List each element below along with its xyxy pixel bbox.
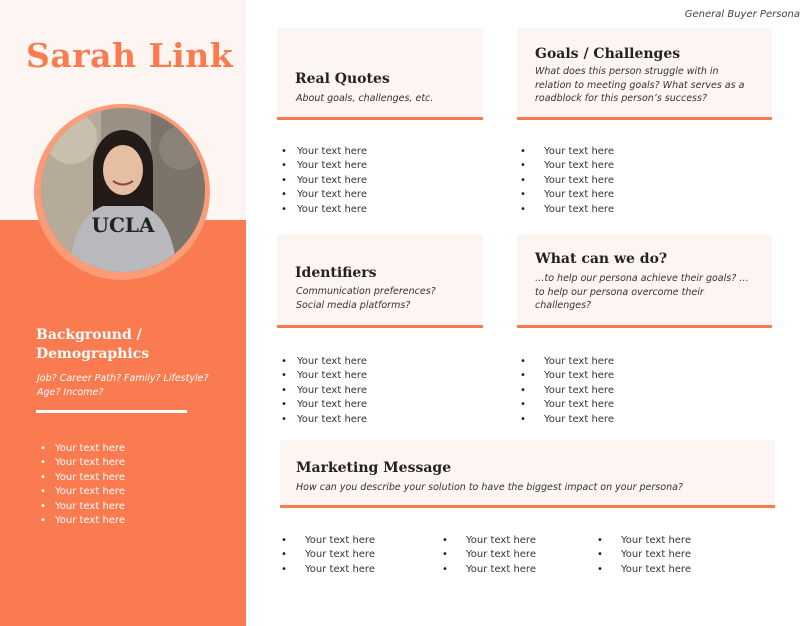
marketing-list-1 bbox=[281, 534, 375, 577]
list-item: • Your text here bbox=[281, 145, 367, 159]
list-item: • Your text here bbox=[520, 188, 614, 202]
list-item: • Your text here bbox=[597, 534, 691, 548]
list-item: • Your text here bbox=[281, 384, 367, 398]
list-item: • Your text here bbox=[281, 369, 367, 383]
list-item: • Your text here bbox=[281, 159, 367, 173]
list-item: • Your text here bbox=[40, 500, 125, 514]
what-can-we-do-title: What can we do? bbox=[535, 251, 668, 267]
goals-list bbox=[520, 145, 614, 217]
person-photo-icon bbox=[41, 108, 205, 272]
identifiers-title: Identifiers bbox=[295, 265, 377, 281]
list-item: • Your text here bbox=[520, 369, 614, 383]
list-item: • Your text here bbox=[281, 398, 367, 412]
list-item: • Your text here bbox=[40, 471, 125, 485]
background-divider bbox=[36, 410, 187, 413]
identifiers-subtitle: Communication preferences? Social media platforms? bbox=[296, 286, 436, 311]
persona-name: Sarah Link bbox=[26, 36, 234, 75]
list-item: • Your text here bbox=[520, 159, 614, 173]
list-item: • Your text here bbox=[520, 174, 614, 188]
list-item: • Your text here bbox=[40, 514, 125, 528]
marketing-list-3 bbox=[597, 534, 691, 577]
list-item: • Your text here bbox=[40, 456, 125, 470]
real-quotes-title: Real Quotes bbox=[295, 71, 390, 87]
background-subtitle: Job? Career Path? Family? Lifestyle? Age? Income? bbox=[37, 373, 209, 398]
what-can-we-do-subtitle: …to help our persona achieve their goals? …to help our persona overcome their challenges? bbox=[535, 273, 749, 311]
background-list bbox=[40, 442, 125, 528]
list-item: • Your text here bbox=[281, 174, 367, 188]
list-item: • Your text here bbox=[442, 563, 536, 577]
list-item: • Your text here bbox=[442, 534, 536, 548]
list-item: • Your text here bbox=[281, 188, 367, 202]
avatar bbox=[41, 108, 205, 272]
list-item: • Your text here bbox=[520, 203, 614, 217]
list-item: • Your text here bbox=[40, 485, 125, 499]
list-item: • Your text here bbox=[40, 442, 125, 456]
list-item: • Your text here bbox=[281, 534, 375, 548]
background-title: Background / Demographics bbox=[36, 327, 150, 362]
real-quotes-list bbox=[281, 145, 367, 217]
list-item: • Your text here bbox=[281, 563, 375, 577]
document-type-label: General Buyer Persona bbox=[684, 9, 800, 20]
list-item: • Your text here bbox=[520, 413, 614, 427]
goals-subtitle: What does this person struggle with in relation to meeting goals? What serves as a roadblock for this person’s success? bbox=[535, 66, 745, 104]
real-quotes-subtitle: About goals, challenges, etc. bbox=[296, 93, 434, 104]
list-item: • Your text here bbox=[597, 563, 691, 577]
marketing-subtitle: How can you describe your solution to have the biggest impact on your persona? bbox=[296, 482, 683, 493]
profile-details-panel bbox=[0, 220, 246, 626]
list-item: • Your text here bbox=[281, 355, 367, 369]
marketing-list-2 bbox=[442, 534, 536, 577]
list-item: • Your text here bbox=[281, 413, 367, 427]
svg-text:UCLA: UCLA bbox=[91, 213, 155, 237]
list-item: • Your text here bbox=[520, 398, 614, 412]
marketing-title: Marketing Message bbox=[296, 460, 452, 476]
list-item: • Your text here bbox=[520, 355, 614, 369]
list-item: • Your text here bbox=[281, 548, 375, 562]
list-item: • Your text here bbox=[520, 145, 614, 159]
identifiers-list bbox=[281, 355, 367, 427]
identifiers-card bbox=[277, 234, 483, 328]
goals-title: Goals / Challenges bbox=[535, 46, 681, 62]
list-item: • Your text here bbox=[442, 548, 536, 562]
list-item: • Your text here bbox=[597, 548, 691, 562]
list-item: • Your text here bbox=[281, 203, 367, 217]
what-can-we-do-list bbox=[520, 355, 614, 427]
list-item: • Your text here bbox=[520, 384, 614, 398]
